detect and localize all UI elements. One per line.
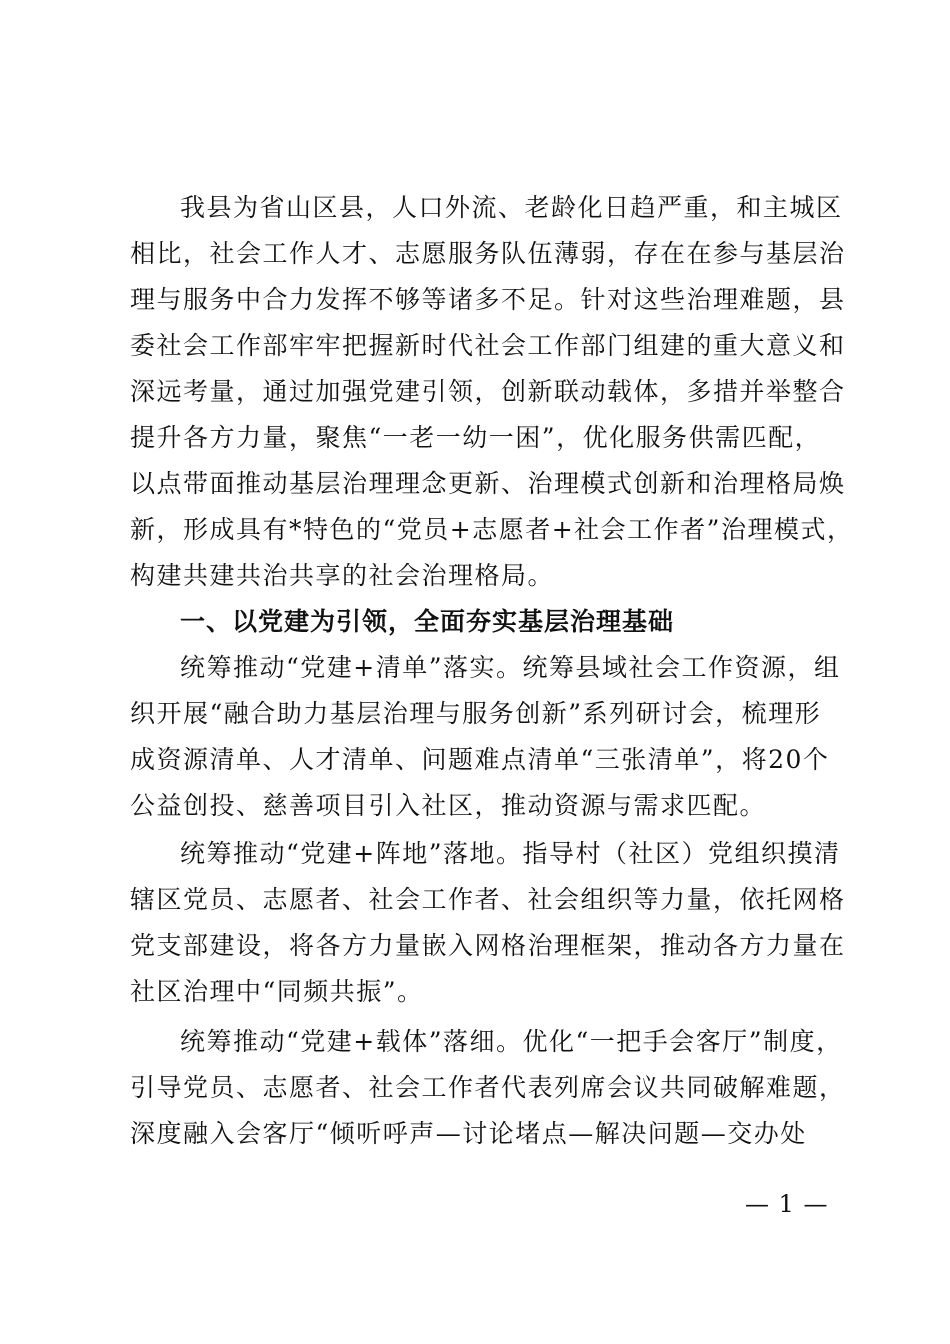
p2-line-1: 统筹推动“党建+阵地”落地。指导村（社区）党组织摸清 <box>180 839 841 868</box>
p2-line-4: 社区治理中“同频共振”。 <box>130 977 424 1006</box>
p1-line-1: 统筹推动“党建+清单”落实。统筹县域社会工作资源，组 <box>180 653 841 682</box>
p3-line-3: 深度融入会客厅“倾听呼声—讨论堵点—解决问题—交办处 <box>130 1119 807 1148</box>
intro-line-7: 以点带面推动基层治理理念更新、治理模式创新和治理格局焕 <box>130 469 846 498</box>
intro-line-6: 提升各方力量，聚焦“一老一幼一困”，优化服务供需匹配， <box>130 423 822 452</box>
p1-line-4: 公益创投、慈善项目引入社区，推动资源与需求匹配。 <box>130 791 767 820</box>
p2-line-3: 党支部建设，将各方力量嵌入网格治理框架，推动各方力量在 <box>130 931 846 960</box>
intro-line-3: 理与服务中合力发挥不够等诸多不足。针对这些治理难题，县 <box>130 285 846 314</box>
p1-line-3: 成资源清单、人才清单、问题难点清单“三张清单”，将20个 <box>130 745 830 774</box>
intro-line-4: 委社会工作部牢牢把握新时代社会工作部门组建的重大意义和 <box>130 331 846 360</box>
intro-line-9: 构建共建共治共享的社会治理格局。 <box>130 561 555 590</box>
intro-line-5: 深远考量，通过加强党建引领，创新联动载体，多措并举整合 <box>130 377 846 406</box>
page-number: — 1 — <box>745 1190 829 1218</box>
p2-line-2: 辖区党员、志愿者、社会工作者、社会组织等力量，依托网格 <box>130 885 846 914</box>
intro-line-1: 我县为省山区县，人口外流、老龄化日趋严重，和主城区 <box>180 193 843 222</box>
p3-line-2: 引导党员、志愿者、社会工作者代表列席会议共同破解难题， <box>130 1073 846 1102</box>
p3-line-1: 统筹推动“党建+载体”落细。优化“一把手会客厅”制度， <box>180 1027 843 1056</box>
intro-line-8: 新，形成具有*特色的“党员+志愿者+社会工作者”治理模式， <box>130 515 854 544</box>
section-heading: 一、以党建为引领，全面夯实基层治理基础 <box>180 607 675 636</box>
intro-line-2: 相比，社会工作人才、志愿服务队伍薄弱，存在在参与基层治 <box>130 239 846 268</box>
p1-line-2: 织开展“融合助力基层治理与服务创新”系列研讨会，梳理形 <box>130 699 822 728</box>
